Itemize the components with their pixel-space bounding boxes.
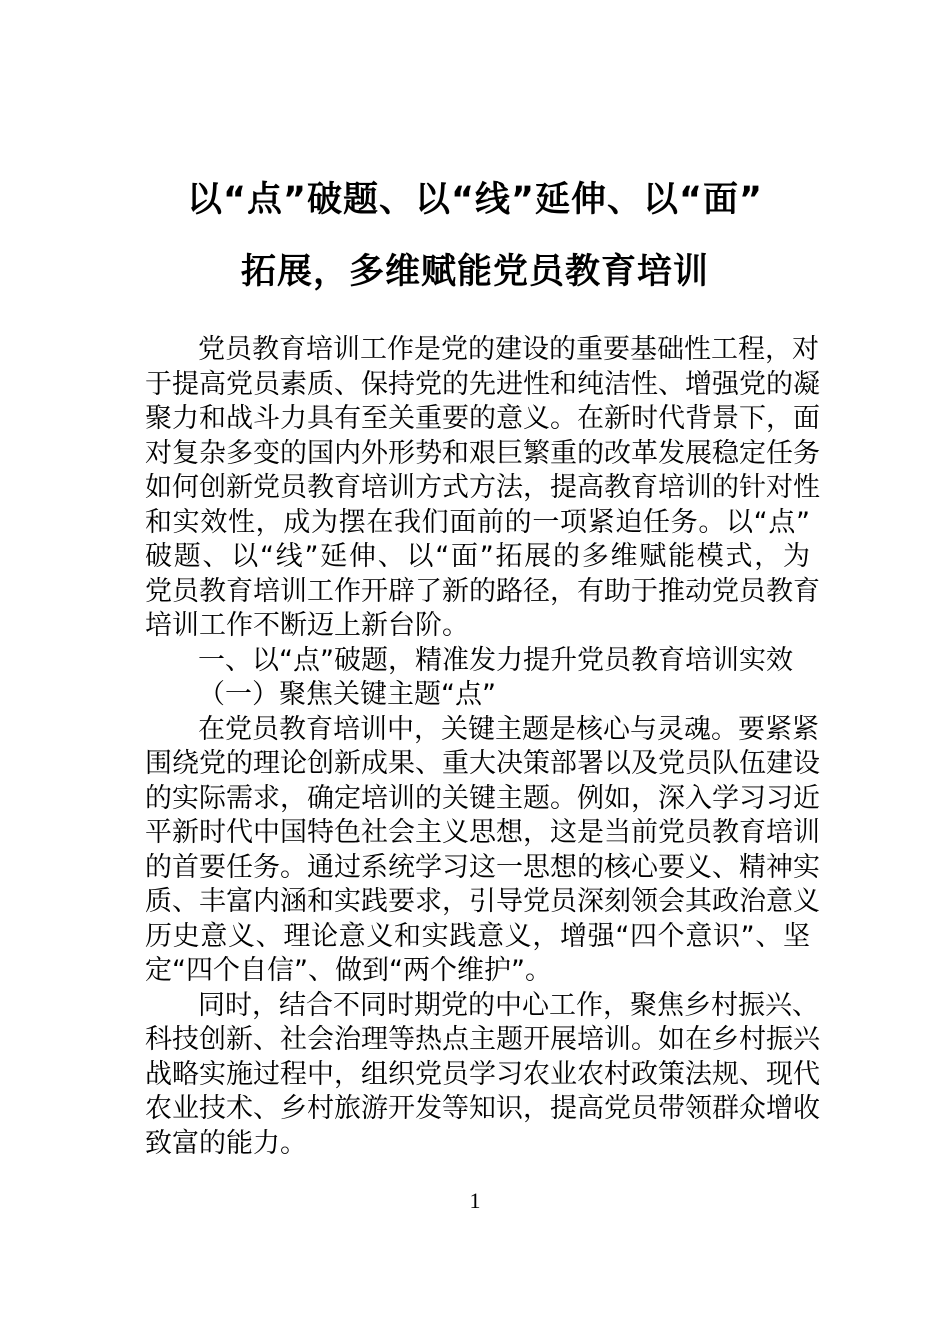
- text-line: 在党员教育培训中，关键主题是核心与灵魂。要紧紧: [198, 713, 819, 745]
- text-line: 战略实施过程中，组织党员学习农业农村政策法规、现代: [145, 1058, 820, 1090]
- text-line: 对复杂多变的国内外形势和艰巨繁重的改革发展稳定任务: [145, 437, 820, 469]
- text-line: 的首要任务。通过系统学习这一思想的核心要义、精神实: [145, 851, 820, 883]
- text-line: 致富的能力。: [145, 1127, 307, 1159]
- text-line: 培训工作不断迈上新台阶。: [145, 610, 469, 641]
- text-line: 党员教育培训工作是党的建设的重要基础性工程，对: [198, 334, 819, 365]
- document-title-line-2: 拓展，多维赋能党员教育培训: [240, 252, 709, 292]
- document-body: [145, 333, 820, 1161]
- text-line: 破题、以“线”延伸、以“面”拓展的多维赋能模式，为: [145, 541, 810, 572]
- text-line: 科技创新、社会治理等热点主题开展培训。如在乡村振兴: [145, 1024, 820, 1055]
- text-line: 党员教育培训工作开辟了新的路径，有助于推动党员教育: [145, 575, 820, 607]
- section-heading: 一、以“点”破题，精准发力提升党员教育培训实效: [198, 644, 793, 676]
- text-line: 同时，结合不同时期党的中心工作，聚焦乡村振兴、: [198, 989, 819, 1021]
- text-line: 定“四个自信”、做到“两个维护”。: [145, 955, 552, 986]
- text-line: 和实效性，成为摆在我们面前的一项紧迫任务。以“点”: [145, 506, 810, 538]
- text-line: 如何创新党员教育培训方式方法，提高教育培训的针对性: [145, 472, 820, 503]
- document-title-line-1: 以“点”破题、以“线”延伸、以“面”: [186, 180, 764, 220]
- text-line: 的实际需求，确定培训的关键主题。例如，深入学习习近: [145, 782, 820, 814]
- text-line: 平新时代中国特色社会主义思想，这是当前党员教育培训: [145, 817, 820, 848]
- subsection-heading: （一）聚焦关键主题“点”: [198, 679, 496, 710]
- page-number: 1: [469, 1188, 481, 1213]
- text-line: 质、丰富内涵和实践要求，引导党员深刻领会其政治意义: [145, 886, 820, 917]
- text-line: 于提高党员素质、保持党的先进性和纯洁性、增强党的凝: [145, 368, 820, 400]
- text-line: 农业技术、乡村旅游开发等知识，提高党员带领群众增收: [145, 1093, 820, 1124]
- text-line: 围绕党的理论创新成果、重大决策部署以及党员队伍建设: [145, 748, 820, 779]
- text-line: 历史意义、理论意义和实践意义，增强“四个意识”、坚: [145, 920, 810, 952]
- text-line: 聚力和战斗力具有至关重要的意义。在新时代背景下，面: [145, 403, 820, 434]
